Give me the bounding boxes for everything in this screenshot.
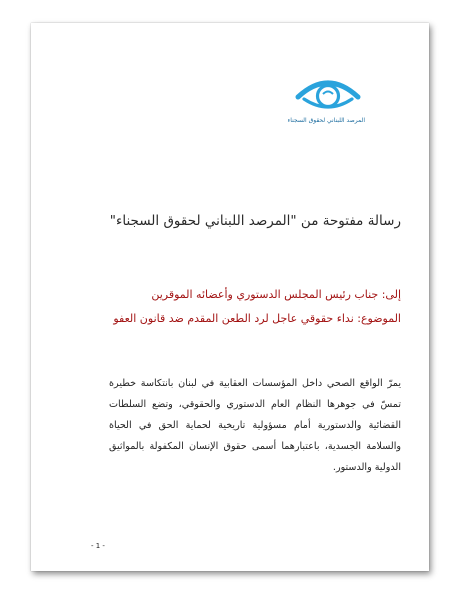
eye-logo-icon — [295, 75, 361, 115]
body-paragraph: يمرّ الواقع الصحي داخل المؤسسات العقابية في لبنان بانتكاسة خطيرة تمسّ في جوهرها النظام العام الدستوري والحقوقي، وتضع السلطات القضائية والدستورية أمام مسؤولية تاريخية لحماية الحق في الحياة والسلامة الجسدية، باعتبارهما أسمى حقوق الإنسان المكفولة بالمواثيق الدولية والدستور. — [109, 378, 401, 473]
document-page — [31, 23, 429, 571]
logo-caption: المرصد اللبناني لحقوق السجناء — [287, 117, 365, 124]
subject-line: الموضوع: نداء حقوقي عاجل لرد الطعن المقدم ضد قانون العفو — [113, 312, 401, 325]
document-title: رسالة مفتوحة من "المرصد اللبناني لحقوق السجناء" — [109, 213, 401, 229]
recipient-line: إلى: جناب رئيس المجلس الدستوري وأعضائه الموقرين — [151, 288, 401, 301]
page-number: - 1 - — [91, 542, 105, 550]
organization-logo — [287, 75, 365, 124]
